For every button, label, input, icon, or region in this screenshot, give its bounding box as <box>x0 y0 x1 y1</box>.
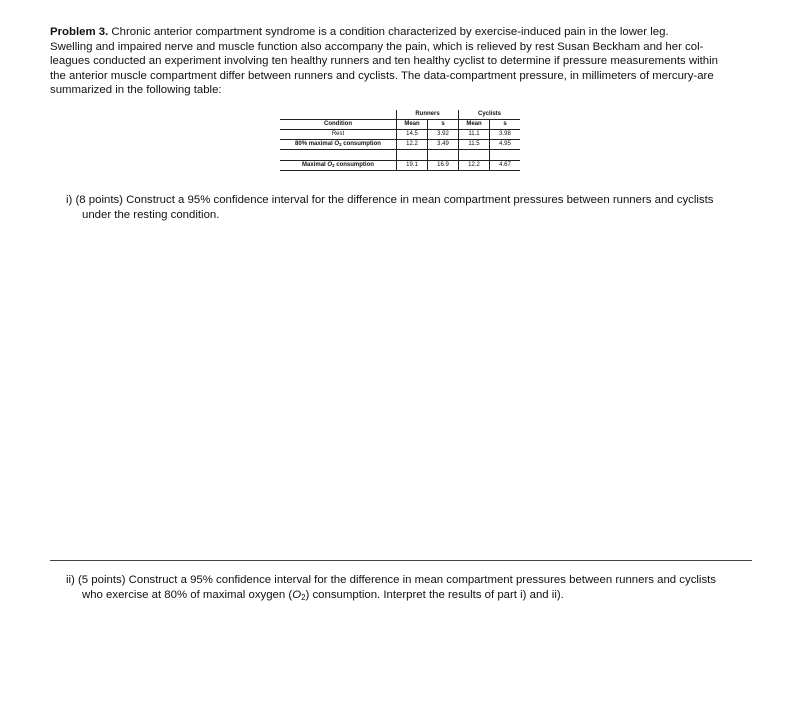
row-cyclists-s: 4.95 <box>490 140 521 150</box>
problem-line-5: summarized in the following table: <box>50 84 222 97</box>
spacer-cell <box>428 150 459 161</box>
problem-line-2: Swelling and impaired nerve and muscle function also accompany the pain, which is relieved by rest Susan Beckham and her col- <box>50 40 704 53</box>
row-cyclists-mean: 11.5 <box>459 140 490 150</box>
question-ii-line-1: ii) (5 points) Construct a 95% confidence interval for the difference in mean compartment pressures between runners and cyclists <box>66 574 717 586</box>
table-row <box>280 161 520 171</box>
condition-suffix: consumption <box>341 141 381 147</box>
row-runners-mean: 19.1 <box>397 161 428 171</box>
col-runners-s: s <box>428 120 459 130</box>
problem-line-3: leagues conducted an experiment involving ten healthy runners and ten healthy cyclist to determine if pressure measurements within <box>50 55 718 68</box>
row-runners-mean: 14.5 <box>397 130 428 140</box>
table-row <box>280 130 520 140</box>
col-runners-mean: Mean <box>397 120 428 130</box>
row-runners-s: 3.92 <box>428 130 459 140</box>
o2-subscript: 2 <box>301 592 306 602</box>
question-i <box>66 193 746 222</box>
o2-symbol: O <box>327 162 333 168</box>
condition-prefix: 80% maximal <box>295 141 335 147</box>
condition-prefix: Maximal <box>302 162 328 168</box>
spacer-cell <box>459 150 490 161</box>
row-cyclists-mean: 12.2 <box>459 161 490 171</box>
group-blank-cell <box>280 110 397 120</box>
section-divider <box>50 560 752 561</box>
table-group-header <box>280 110 520 120</box>
row-runners-s: 16.9 <box>428 161 459 171</box>
col-cyclists-s: s <box>490 120 521 130</box>
table-column-header <box>280 120 520 130</box>
o2-symbol: O <box>334 141 340 147</box>
row-cyclists-s: 3.98 <box>490 130 521 140</box>
pressure-table <box>280 110 520 171</box>
table-row <box>280 140 520 150</box>
problem-line-1 <box>50 25 752 40</box>
col-cyclists-mean: Mean <box>459 120 490 130</box>
col-condition: Condition <box>280 120 397 130</box>
question-i-line-1: i) (8 points) Construct a 95% confidence interval for the difference in mean compartment pressures between runners and cyclists <box>66 194 714 206</box>
problem-label: Problem 3. <box>50 26 109 38</box>
spacer-cell <box>490 150 521 161</box>
table-spacer-row <box>280 150 520 161</box>
question-ii-line-2 <box>66 588 746 606</box>
row-runners-s: 3.49 <box>428 140 459 150</box>
o2-subscript: 2 <box>332 163 335 168</box>
o2-symbol: O <box>292 588 302 601</box>
group-cyclists: Cyclists <box>459 110 521 120</box>
row-condition <box>280 140 397 150</box>
o2-subscript: 2 <box>339 142 342 147</box>
question-ii <box>66 573 746 605</box>
condition-suffix: consumption <box>334 162 374 168</box>
row-cyclists-s: 4.67 <box>490 161 521 171</box>
problem-text-1: Chronic anterior compartment syndrome is a condition characterized by exercise-induced pain in the lower leg. <box>111 26 669 38</box>
question-ii-text-b: ) consumption. Interpret the results of part i) and ii). <box>305 588 564 601</box>
row-runners-mean: 12.2 <box>397 140 428 150</box>
row-cyclists-mean: 11.1 <box>459 130 490 140</box>
spacer-cell <box>280 150 397 161</box>
problem-line-4: the anterior muscle compartment differ between runners and cyclists. The data-compartment pressure, in millimeters of mercury-are <box>50 69 714 82</box>
question-ii-text-a: who exercise at 80% of maximal oxygen ( <box>82 588 293 601</box>
question-i-line-2: under the resting condition. <box>82 208 220 221</box>
row-condition <box>280 161 397 171</box>
row-condition: Rest <box>280 130 397 140</box>
problem-statement <box>50 25 752 98</box>
spacer-cell <box>397 150 428 161</box>
group-runners: Runners <box>397 110 459 120</box>
